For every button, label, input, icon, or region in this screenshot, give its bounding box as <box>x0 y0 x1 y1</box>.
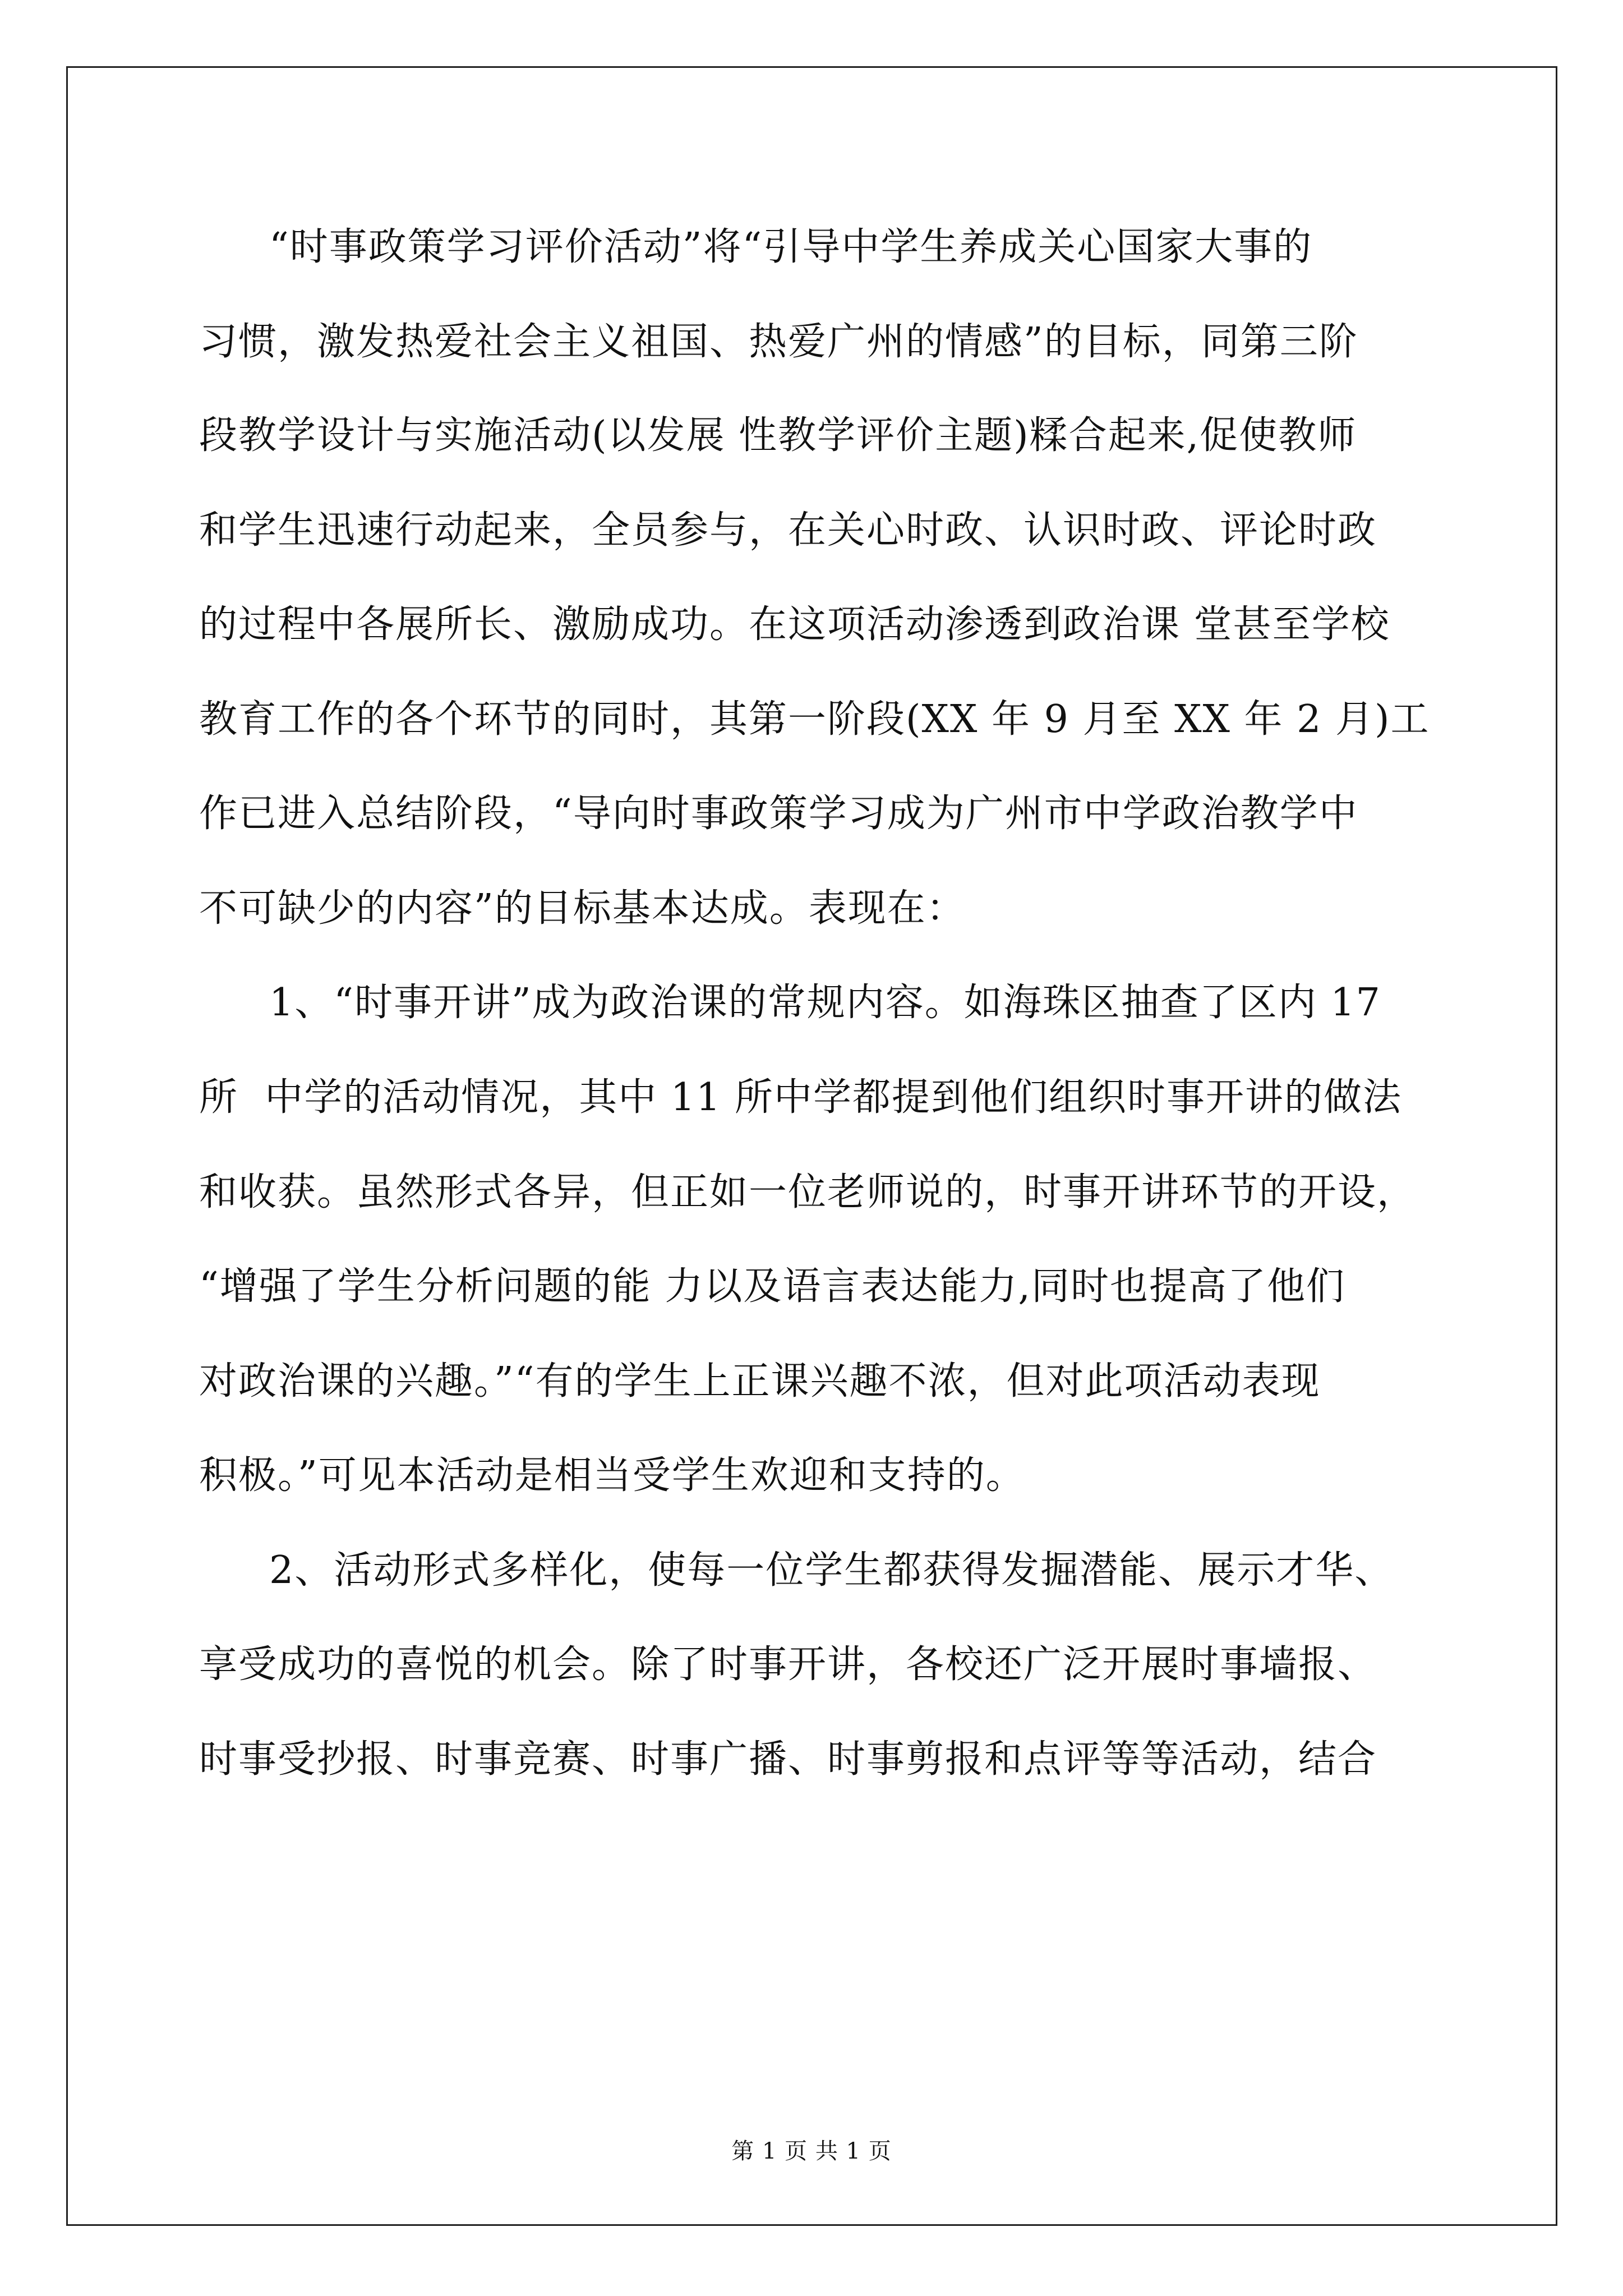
page-border <box>66 66 1557 2226</box>
paragraph-1-line-5: 的过程中各展所长、激励成功。在这项活动渗透到政治课 堂甚至学校 <box>199 602 1390 647</box>
paragraph-1-line-2: 习惯，激发热爱社会主义祖国、热爱广州的情感”的目标，同第三阶 <box>199 320 1358 364</box>
page-number-footer: 第 1 页 共 1 页 <box>731 2138 892 2164</box>
paragraph-1-line-3: 段教学设计与实施活动(以发展 性教学评价主题)糅合起来,促使教师 <box>199 413 1357 458</box>
paragraph-3-line-2: 享受成功的喜悦的机会。除了时事开讲，各校还广泛开展时事墙报、 <box>199 1642 1377 1687</box>
paragraph-2-line-2: 所 中学的活动情况，其中 11 所中学都提到他们组织时事开讲的做法 <box>199 1075 1402 1120</box>
paragraph-2-line-1: 1、“时事开讲”成为政治课的常规内容。如海珠区抽查了区内 17 <box>269 981 1381 1025</box>
paragraph-2-line-5: 对政治课的兴趣。”“有的学生上正课兴趣不浓，但对此项活动表现 <box>199 1359 1321 1404</box>
paragraph-3-line-1: 2、活动形式多样化，使每一位学生都获得发掘潜能、展示才华、 <box>269 1548 1394 1593</box>
paragraph-1-line-8: 不可缺少的内容”的目标基本达成。表现在： <box>199 886 966 931</box>
paragraph-2-line-3: 和收获。虽然形式各异，但正如一位老师说的，时事开讲环节的开设， <box>199 1170 1417 1214</box>
paragraph-1-line-7: 作已进入总结阶段，“导向时事政策学习成为广州市中学政治教学中 <box>199 792 1358 836</box>
paragraph-2-line-4: “增强了学生分析问题的能 力以及语言表达能力,同时也提高了他们 <box>199 1264 1345 1309</box>
paragraph-3-line-3: 时事受抄报、时事竞赛、时事广播、时事剪报和点评等等活动，结合 <box>199 1737 1377 1782</box>
paragraph-1-line-1: “时事政策学习评价活动”将“引导中学生养成关心国家大事的 <box>269 225 1313 269</box>
paragraph-1-line-4: 和学生迅速行动起来，全员参与，在关心时政、认识时政、评论时政 <box>199 508 1377 553</box>
paragraph-1-line-6: 教育工作的各个环节的同时，其第一阶段(XX 年 9 月至 XX 年 2 月)工 <box>199 697 1430 742</box>
paragraph-2-line-6: 积极。”可见本活动是相当受学生欢迎和支持的。 <box>199 1453 1025 1498</box>
